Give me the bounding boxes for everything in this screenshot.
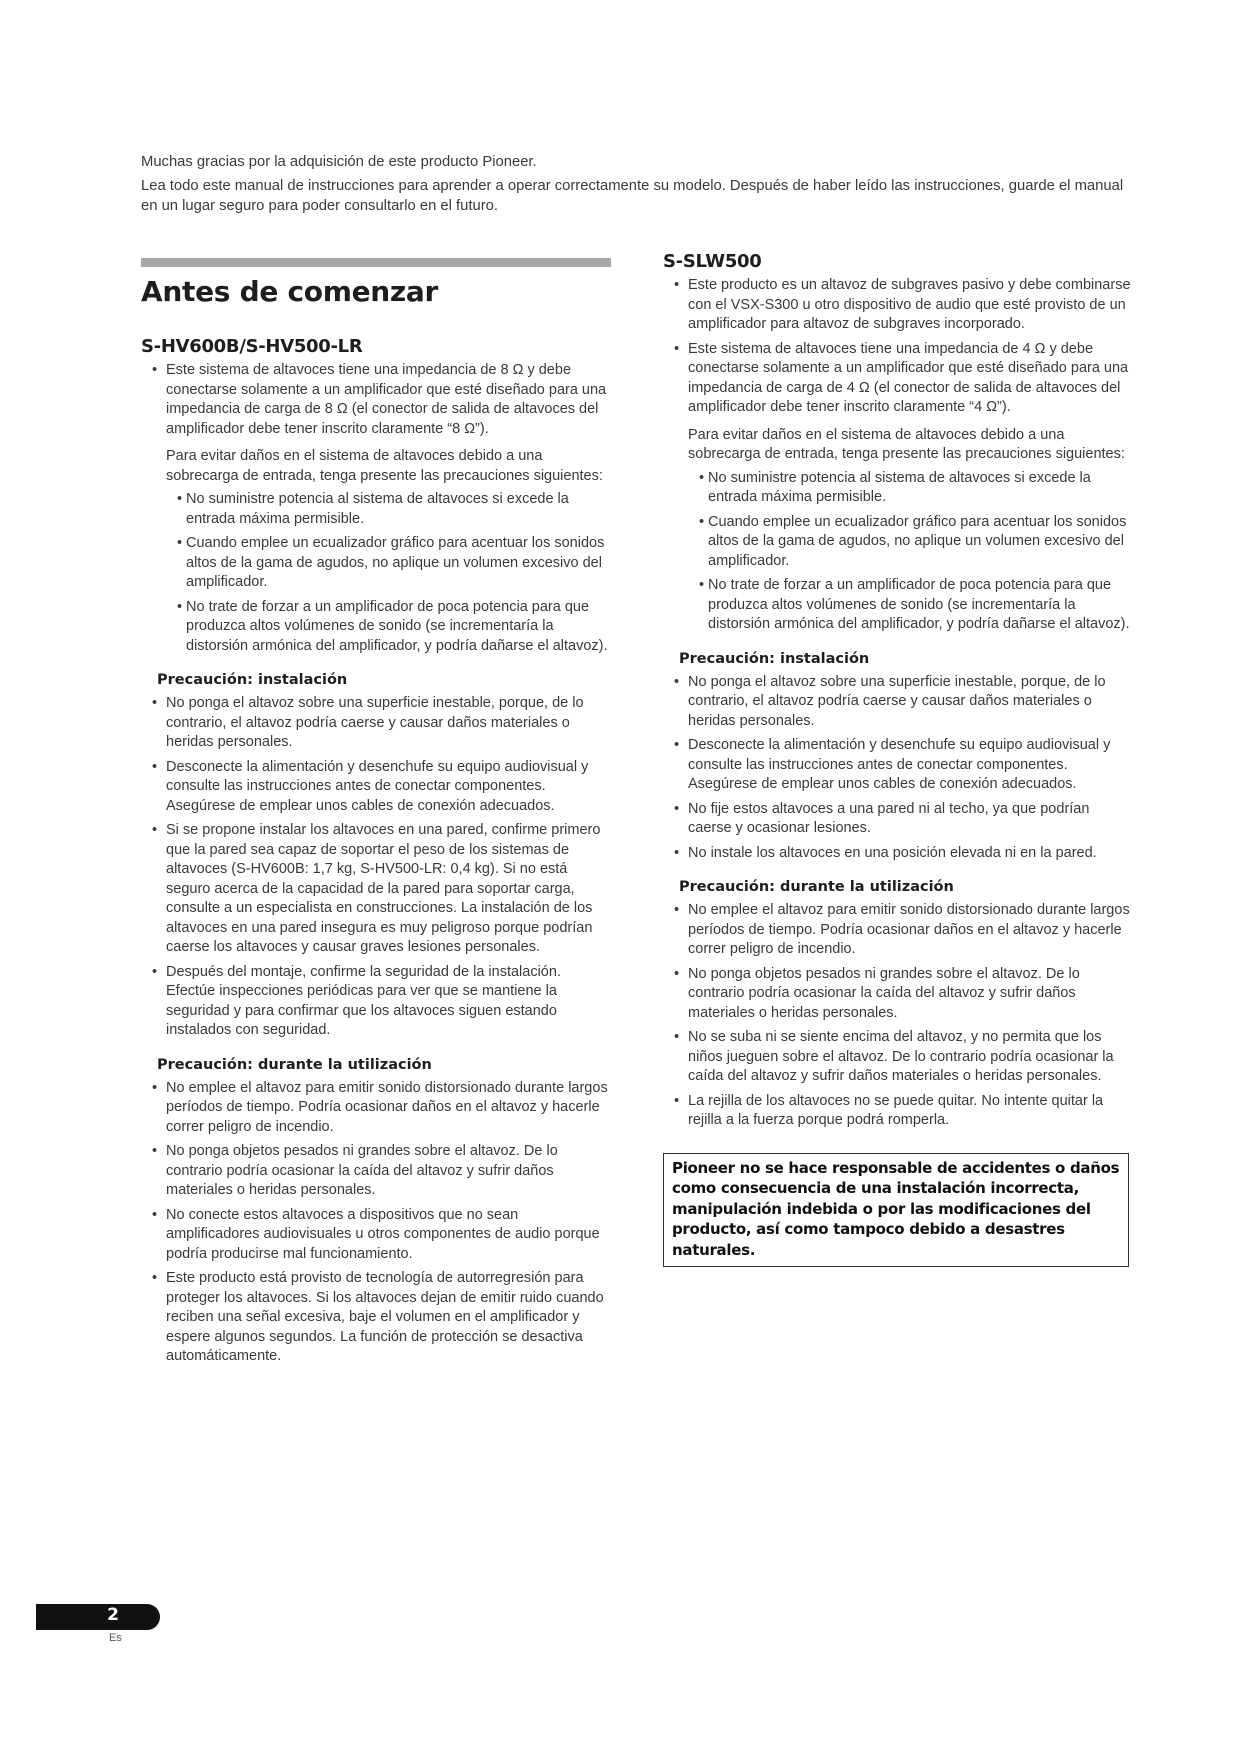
left-column <box>141 258 611 1372</box>
intro-thanks: Muchas gracias por la adquisición de este producto Pioneer. <box>141 154 537 170</box>
install-list <box>141 694 611 1041</box>
list-item: • No suministre potencia al sistema de altavoces si excede la entrada máxima permisible. <box>177 490 611 529</box>
list-item: • Desconecte la alimentación y desenchufe su equipo audiovisual y consulte las instrucciones antes de conectar componentes. Asegúrese de emplear unos cables de conexión adecuados. <box>674 736 1133 795</box>
list-item: • Cuando emplee un ecualizador gráfico para acentuar los sonidos altos de la gama de agudos, no aplique un volumen excesivo del amplificador. <box>699 513 1133 572</box>
list-item: • No trate de forzar a un amplificador de poca potencia para que produzca altos volúmenes de sonido (se incrementaría la distorsión armónica del amplificador, y podría dañarse el altavoz). <box>699 576 1133 635</box>
list-item: • No conecte estos altavoces a dispositivos que no sean amplificadores audiovisuales u otros componentes de audio porque podría producirse mal funcionamiento. <box>152 1206 611 1265</box>
list-item: • Cuando emplee un ecualizador gráfico para acentuar los sonidos altos de la gama de agudos, no aplique un volumen excesivo del amplificador. <box>177 534 611 593</box>
model-heading-hv: S-HV600B/S-HV500-LR <box>141 336 363 357</box>
intro <box>141 152 1136 220</box>
overload-sublist <box>688 469 1133 635</box>
use-list <box>141 1079 611 1367</box>
list-item <box>152 361 611 656</box>
list-item: • No fije estos altavoces a una pared ni al techo, ya que podrían caerse y ocasionar lesiones. <box>674 800 1133 839</box>
use-heading: Precaución: durante la utilización <box>157 1056 432 1073</box>
list-item: • No se suba ni se siente encima del altavoz, y no permita que los niños jueguen sobre el altavoz. De lo contrario podría ocasionar la caída del altavoz y sufrir daños materiales o heridas personales. <box>674 1028 1133 1087</box>
language-code: Es <box>109 1632 122 1644</box>
list-item: • No trate de forzar a un amplificador de poca potencia para que produzca altos volúmenes de sonido (se incrementaría la distorsión armónica del amplificador, y podría dañarse el altavoz). <box>177 598 611 657</box>
subwoofer-list <box>663 276 1133 635</box>
intro-instructions: Lea todo este manual de instrucciones para aprender a operar correctamente su modelo. Después de haber leído las instrucciones, guarde el manual en un lugar seguro para poder consultarlo en el futuro. <box>141 178 1124 214</box>
list-item: • No emplee el altavoz para emitir sonido distorsionado durante largos períodos de tiempo. Podría ocasionar daños en el altavoz y hacerle correr peligro de incendio. <box>152 1079 611 1138</box>
impedance-text: • Este sistema de altavoces tiene una impedancia de 4 Ω y debe conectarse solamente a un amplificador que esté diseñado para una impedancia de carga de 4 Ω (el conector de salida de altavoces del amplificador debe tener inscrito claramente “4 Ω”). <box>688 340 1129 415</box>
precaution-intro: Para evitar daños en el sistema de altavoces debido a una sobrecarga de entrada, tenga presente las precauciones siguientes: <box>166 448 603 484</box>
use-heading: Precaución: durante la utilización <box>679 879 954 895</box>
install-heading: Precaución: instalación <box>679 650 870 667</box>
list-item: • No instale los altavoces en una posición elevada ni en la pared. <box>674 844 1133 864</box>
impedance-text: • Este sistema de altavoces tiene una impedancia de 8 Ω y debe conectarse solamente a un amplificador que esté diseñado para una impedancia de carga de 8 Ω (el conector de salida de altavoces del amplificador debe tener inscrito claramente “8 Ω”). <box>166 362 607 437</box>
install-heading: Precaución: instalación <box>157 672 348 688</box>
list-item: • Después del montaje, confirme la seguridad de la instalación. Efectúe inspecciones periódicas para ver que se mantiene la seguridad y para confirmar que los altavoces siguen estando instalados con seguridad. <box>152 963 611 1041</box>
model-heading-slw: S-SLW500 <box>663 251 762 272</box>
list-item: • No ponga objetos pesados ni grandes sobre el altavoz. De lo contrario podría ocasionar la caída del altavoz y sufrir daños materiales o heridas personales. <box>152 1142 611 1201</box>
list-item: • La rejilla de los altavoces no se puede quitar. No intente quitar la rejilla a la fuerza porque podrá romperla. <box>674 1092 1133 1131</box>
precaution-intro: Para evitar daños en el sistema de altavoces debido a una sobrecarga de entrada, tenga presente las precauciones siguientes: <box>688 426 1125 462</box>
list-item: • Este producto está provisto de tecnología de autorregresión para proteger los altavoces. Si los altavoces dejan de emitir ruido cuando reciben una señal excesiva, baje el volumen en el amplificador y espere algunos segundos. La función de protección se desactiva automáticamente. <box>152 1269 611 1367</box>
liability-notice: Pioneer no se hace responsable de accidentes o daños como consecuencia de una instalación incorrecta, manipulación indebida o por las modificaciones del producto, así como tampoco debido a desastres naturales. <box>663 1153 1129 1268</box>
page-number: 2 <box>107 1605 119 1625</box>
right-column <box>663 250 1133 1267</box>
list-item <box>674 340 1133 635</box>
overload-sublist <box>166 490 611 656</box>
list-item: • No emplee el altavoz para emitir sonido distorsionado durante largos períodos de tiempo. Podría ocasionar daños en el altavoz y hacerle correr peligro de incendio. <box>674 901 1133 960</box>
title-bar <box>141 258 611 267</box>
section-title: Antes de comenzar <box>141 275 439 308</box>
list-item: • No ponga el altavoz sobre una superficie inestable, porque, de lo contrario, el altavoz podría caerse y causar daños materiales o heridas personales. <box>674 673 1133 732</box>
list-item: • No suministre potencia al sistema de altavoces si excede la entrada máxima permisible. <box>699 469 1133 508</box>
use-list <box>663 901 1133 1131</box>
impedance-list <box>141 361 611 656</box>
list-item: • Si se propone instalar los altavoces en una pared, confirme primero que la pared sea capaz de soportar el peso de los sistemas de altavoces (S-HV600B: 1,7 kg, S-HV500-LR: 0,4 kg). Si no está seguro acerca de la capacidad de la pared para soportar carga, consulte a un especialista en construcciones. La instalación de los altavoces en una pared insegura es muy peligroso porque podrían caerse los altavoces y causar graves lesiones personales. <box>152 821 611 958</box>
install-list <box>663 673 1133 864</box>
list-item: • No ponga objetos pesados ni grandes sobre el altavoz. De lo contrario podría ocasionar la caída del altavoz y sufrir daños materiales o heridas personales. <box>674 965 1133 1024</box>
list-item: • Este producto es un altavoz de subgraves pasivo y debe combinarse con el VSX-S300 u otro dispositivo de audio que esté provisto de un amplificador para altavoz de subgraves incorporado. <box>674 276 1133 335</box>
list-item: • Desconecte la alimentación y desenchufe su equipo audiovisual y consulte las instrucciones antes de conectar componentes. Asegúrese de emplear unos cables de conexión adecuados. <box>152 758 611 817</box>
list-item: • No ponga el altavoz sobre una superficie inestable, porque, de lo contrario, el altavoz podría caerse y causar daños materiales o heridas personales. <box>152 694 611 753</box>
